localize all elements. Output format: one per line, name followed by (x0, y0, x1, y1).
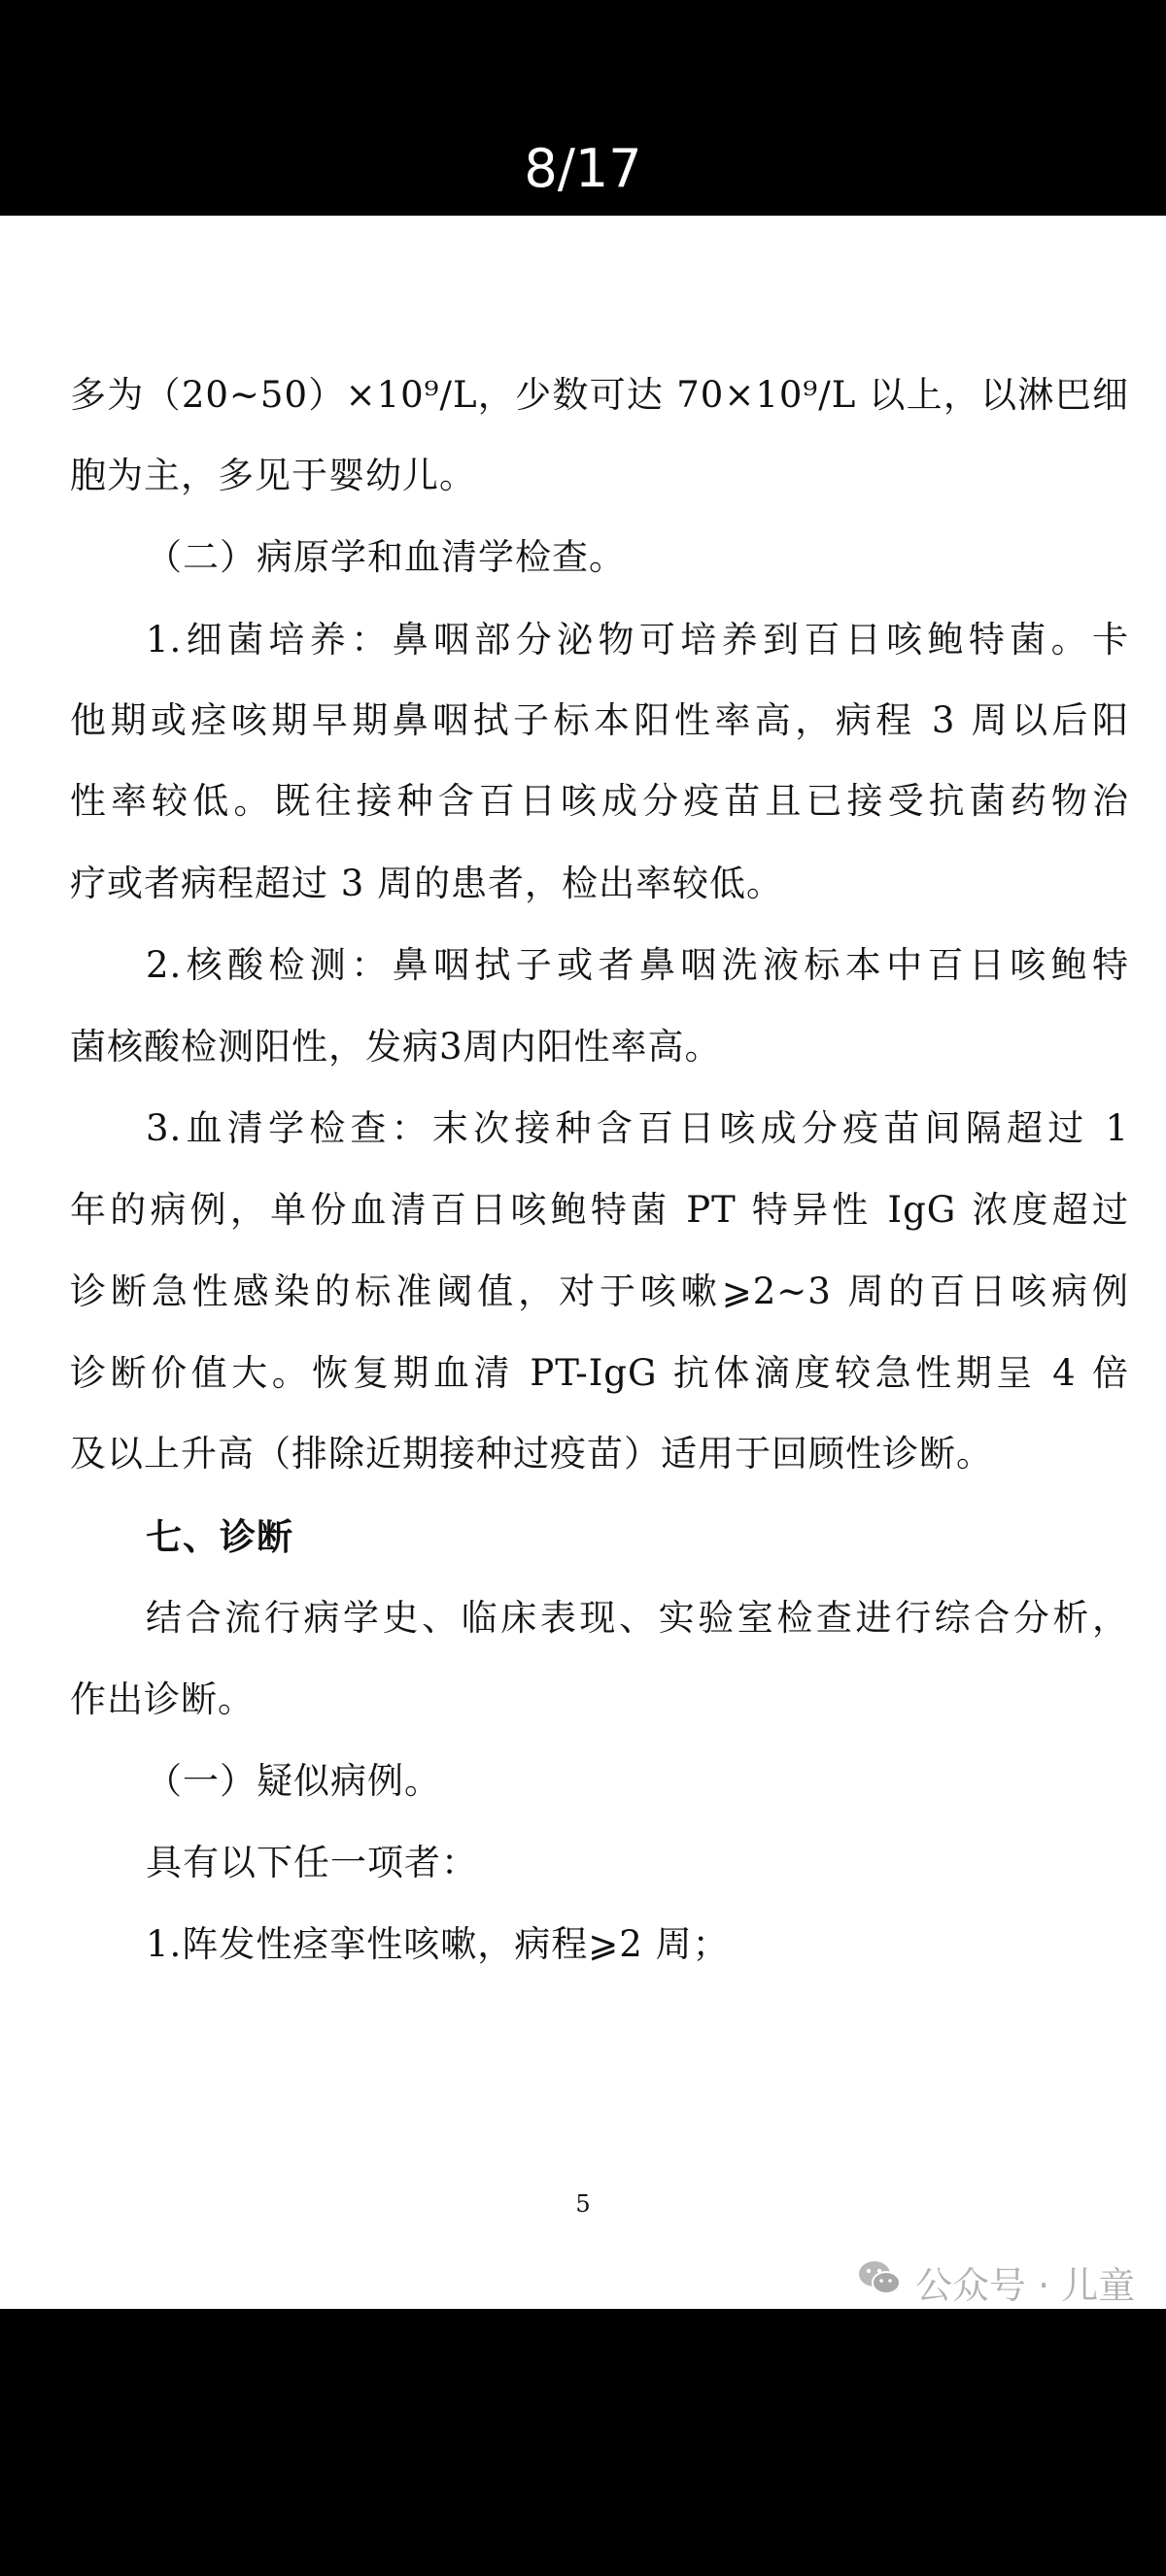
page-counter: 8/17 (524, 138, 642, 199)
text-line: 多为（20~50）×10⁹/L，少数可达 70×10⁹/L 以上，以淋巴细 (70, 374, 1129, 416)
text-line: 及以上升高（排除近期接种过疫苗）适用于回顾性诊断。 (70, 1433, 993, 1474)
text-line: 性率较低。既往接种含百日咳成分疫苗且已接受抗菌药物治 (70, 780, 1129, 822)
text-line: 1.细菌培养：鼻咽部分泌物可培养到百日咳鲍特菌。卡 (146, 619, 1129, 661)
text-line: 2.核酸检测：鼻咽拭子或者鼻咽洗液标本中百日咳鲍特 (146, 944, 1129, 986)
watermark (857, 2253, 1135, 2309)
section-heading: （二）病原学和血清学检查。 (146, 536, 626, 578)
text-line: 诊断急性感染的标准阈值，对于咳嗽⩾2~3 周的百日咳病例 (70, 1271, 1129, 1312)
text-line: 结合流行病学史、临床表现、实验室检查进行综合分析， (146, 1597, 1129, 1639)
text-line: 胞为主，多见于婴幼儿。 (70, 455, 476, 496)
text-line: 疗或者病程超过 3 周的患者，检出率较低。 (70, 863, 784, 904)
section-heading: 七、诊断 (146, 1515, 293, 1558)
document-page[interactable] (0, 216, 1166, 2309)
wechat-icon (857, 2258, 902, 2306)
viewer-top-bar (0, 0, 1166, 216)
text-line: 3.血清学检查：末次接种含百日咳成分疫苗间隔超过 1 (146, 1107, 1129, 1149)
text-line: 诊断价值大。恢复期血清 PT-IgG 抗体滴度较急性期呈 4 倍 (70, 1352, 1129, 1394)
text-line: 他期或痉咳期早期鼻咽拭子标本阳性率高，病程 3 周以后阳 (70, 699, 1129, 741)
text-line: 作出诊断。 (70, 1678, 255, 1720)
text-line: 具有以下任一项者： (146, 1842, 478, 1883)
text-line: 菌核酸检测阳性，发病3周内阳性率高。 (70, 1026, 722, 1068)
viewer-bottom-bar (0, 2309, 1166, 2576)
text-line: 年的病例，单份血清百日咳鲍特菌 PT 特异性 IgG 浓度超过 (70, 1189, 1129, 1231)
page-number: 5 (575, 2190, 591, 2218)
watermark-text: 公众号 · 儿童 (915, 2263, 1136, 2307)
text-line: 1.阵发性痉挛性咳嗽，病程⩾2 周； (146, 1923, 730, 1965)
section-heading: （一）疑似病例。 (146, 1760, 441, 1802)
